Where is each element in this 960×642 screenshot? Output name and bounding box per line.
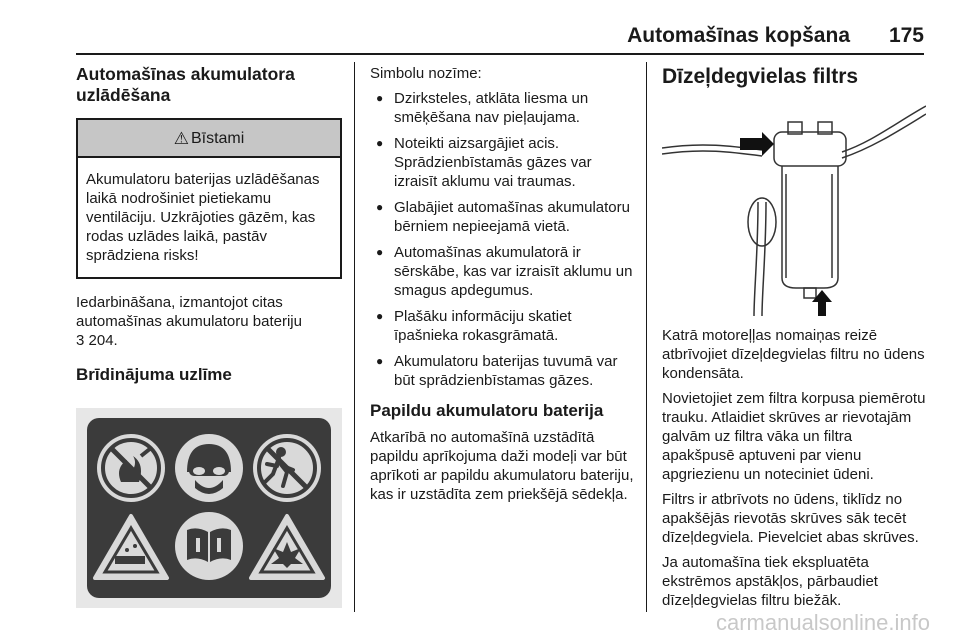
warning-triangle-icon: ⚠	[173, 128, 189, 148]
read-manual-icon	[175, 512, 243, 580]
jump-start-text: Iedarbināšana, izmantojot citas automašīnas akumulatoru bateriju	[76, 294, 302, 330]
warning-sticker-image	[76, 408, 342, 608]
header-rule	[76, 53, 924, 55]
watermark: carmanualsonline.info	[715, 610, 930, 635]
list-item: ● Automašīnas akumulatorā ir sērskābe, kas var izraisīt aklumu un smagus apdegumus.	[370, 243, 636, 300]
diesel-filter-heading: Dīzeļdegvielas filtrs	[662, 65, 859, 88]
list-item: ● Glabājiet automašīnas akumulatoru bērniem nepieejamā vietā.	[370, 198, 636, 236]
sticker-heading: Brīdinājuma uzlīme	[76, 365, 232, 384]
middle-column	[370, 64, 636, 504]
column-divider	[354, 62, 355, 612]
list-item: ● Dzirksteles, atklāta liesma un smēķēšana nav pieļaujama.	[370, 89, 636, 127]
page-ref-symbol: 3	[76, 332, 85, 349]
symbol-list	[370, 89, 636, 390]
warning-sticker	[87, 418, 331, 598]
jump-start-paragraph	[76, 293, 342, 350]
filter-paragraph: Novietojiet zem filtra korpusa piemērotu trauku. Atlaidiet skrūves ar rievotajām galvām uz filtra vāka un filtra apakšpusē aptuveni par vienu apgriezienu un noteciniet ūdeni.	[662, 390, 926, 483]
left-column	[76, 64, 342, 608]
page-number: 175	[888, 24, 924, 47]
extra-battery-paragraph: Atkarībā no automašīnā uzstādītā papildu aprīkojuma daži modeļi var būt aprīkoti ar papildu akumulatoru bateriju, kas ir uzstādīta zem priekšējā sēdekļa.	[370, 429, 634, 503]
filter-paragraph: Filtrs ir atbrīvots no ūdens, tiklīdz no apakšējās rievotās skrūves sāk tecēt dīzeļdegviela. Pievelciet abas skrūves.	[662, 491, 919, 546]
eye-protection-icon	[175, 434, 243, 502]
filter-paragraph: Ja automašīna tiek ekspluatēta ekstrēmos apstākļos, pārbaudiet dīzeļdegvielas filtru biežāk.	[662, 554, 878, 609]
extra-battery-heading: Papildu akumulatoru baterija	[370, 401, 604, 420]
column-divider	[646, 62, 647, 612]
page-ref-link[interactable]: 204.	[88, 332, 118, 349]
list-item: ● Plašāku informāciju skatiet īpašnieka rokasgrāmatā.	[370, 307, 636, 345]
danger-text: Akumulatoru baterijas uzlādēšanas laikā nodrošiniet pietiekamu ventilāciju. Uzkrājoties gāzēm, kas rodas uzlādes laikā, pastāv sprādziena risks!	[86, 171, 320, 264]
header-title: Automašīnas kopšana	[627, 24, 850, 47]
danger-title: Bīstami	[190, 129, 245, 147]
no-fire-icon	[97, 434, 165, 502]
list-item: ● Akumulatoru baterijas tuvumā var būt sprādzienbīstamas gāzes.	[370, 352, 636, 390]
keep-children-away-icon	[253, 434, 321, 502]
list-item: ● Noteikti aizsargājiet acis. Sprādzienbīstamās gāzes var izraisīt aklumu vai traumas.	[370, 134, 636, 191]
danger-box	[76, 118, 342, 279]
diesel-filter-illustration	[662, 102, 926, 316]
diesel-filter-drawing	[662, 102, 926, 316]
symbols-intro: Simbolu nozīme:	[370, 65, 482, 82]
right-column	[662, 64, 926, 610]
danger-header	[78, 120, 340, 158]
section-heading: Automašīnas akumulatora uzlādēšana	[76, 64, 295, 105]
filter-paragraph: Katrā motoreļļas nomaiņas reizē atbrīvojiet dīzeļdegvielas filtru no ūdens kondensāta.	[662, 327, 925, 382]
